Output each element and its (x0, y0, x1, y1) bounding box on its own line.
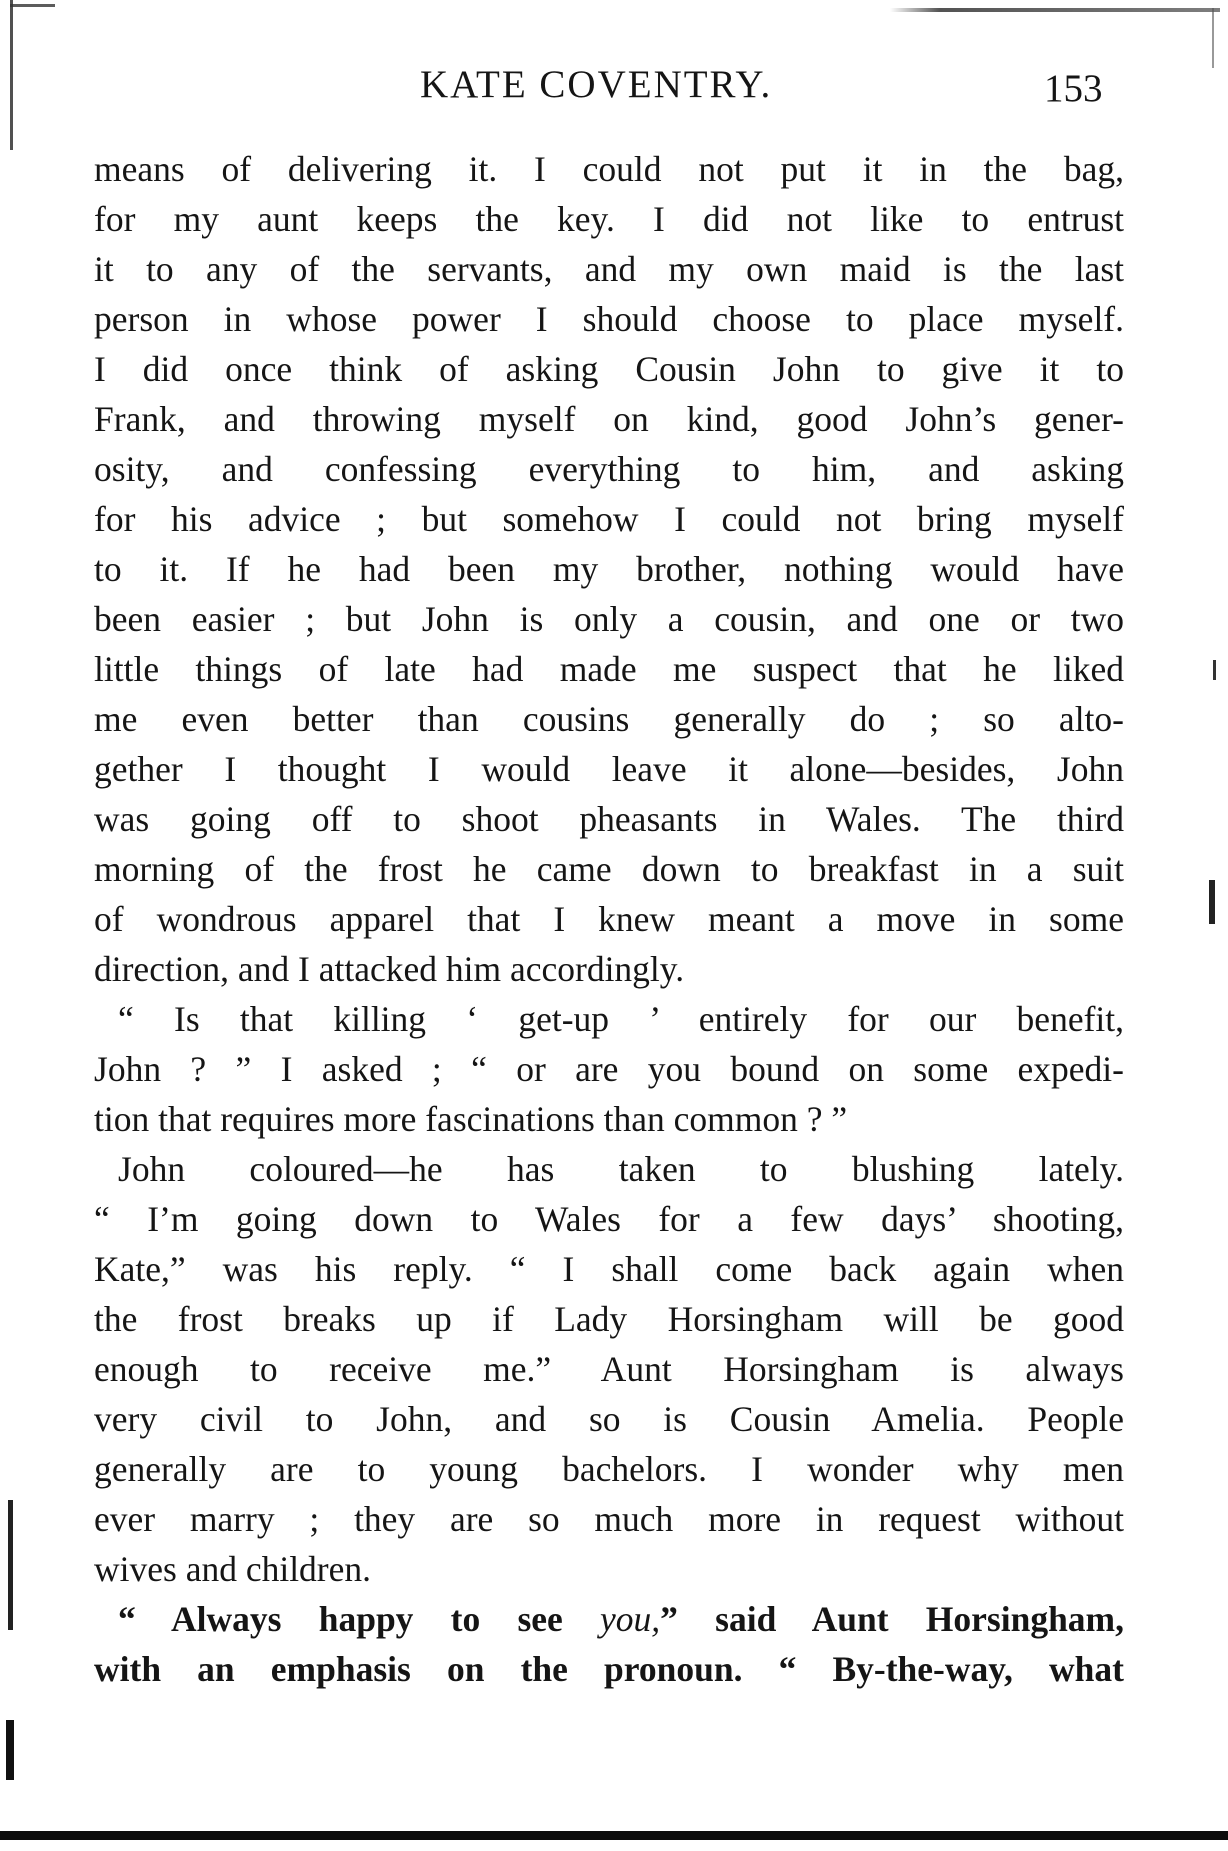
scan-bottom-bar (0, 1831, 1228, 1840)
text-line: “ Is that killing ‘ get-up ’ entirely for our benefit, (118, 999, 1124, 1039)
text-line: the frost breaks up if Lady Horsingham will be good (94, 1299, 1124, 1339)
running-title: KATE COVENTRY. (420, 63, 773, 106)
scan-mark-right (1213, 660, 1216, 680)
text-line: for his advice ; but somehow I could not bring myself (94, 499, 1124, 539)
text-line: gether I thought I would leave it alone—besides, John (94, 749, 1124, 789)
text-line: Frank, and throwing myself on kind, good John’s gener- (94, 399, 1124, 439)
scan-edge-left (10, 0, 13, 150)
scan-edge-top (10, 4, 55, 7)
text-line: was going off to shoot pheasants in Wales. The third (94, 799, 1124, 839)
text-line: me even better than cousins generally do ; so alto- (94, 699, 1124, 739)
text-line: little things of late had made me suspect that he liked (94, 649, 1124, 689)
text-line: tion that requires more fascinations than common ? ” (94, 1099, 848, 1139)
text-line: I did once think of asking Cousin John to give it to (94, 349, 1124, 389)
page-number: 153 (1044, 67, 1103, 110)
text-line: for my aunt keeps the key. I did not like to entrust (94, 199, 1124, 239)
text-line: been easier ; but John is only a cousin, and one or two (94, 599, 1124, 639)
text-segment: ” said Aunt Horsingham, (660, 1599, 1125, 1639)
emphasized-word: you, (600, 1599, 661, 1639)
text-line: generally are to young bachelors. I wonder why men (94, 1449, 1124, 1489)
text-segment: “ Always happy to see (118, 1599, 601, 1639)
body-text (94, 144, 1124, 1694)
text-line: it to any of the servants, and my own maid is the last (94, 249, 1124, 289)
scan-edge-right (1212, 8, 1214, 68)
text-line: with an emphasis on the pronoun. “ By-the-way, what (94, 1649, 1124, 1689)
text-line: very civil to John, and so is Cousin Amelia. People (94, 1399, 1124, 1439)
text-line: to it. If he had been my brother, nothing would have (94, 549, 1124, 589)
text-line: John coloured—he has taken to blushing lately. (118, 1149, 1124, 1189)
text-line: “ I’m going down to Wales for a few days’ shooting, (94, 1199, 1124, 1239)
text-line: osity, and confessing everything to him, and asking (94, 449, 1124, 489)
text-line: enough to receive me.” Aunt Horsingham is always (94, 1349, 1124, 1389)
scan-mark-right-lower (1209, 880, 1215, 924)
text-line: ever marry ; they are so much more in request without (94, 1499, 1124, 1539)
text-line: direction, and I attacked him accordingly. (94, 949, 685, 989)
text-line: of wondrous apparel that I knew meant a move in some (94, 899, 1124, 939)
text-line: Kate,” was his reply. “ I shall come back again when (94, 1249, 1124, 1289)
scan-edge-top-right (890, 8, 1220, 12)
text-line: morning of the frost he came down to breakfast in a suit (94, 849, 1124, 889)
scan-mark-left (8, 1500, 13, 1630)
text-line (94, 1594, 1124, 1644)
text-line: John ? ” I asked ; “ or are you bound on some expedi- (94, 1049, 1124, 1089)
text-line: means of delivering it. I could not put it in the bag, (94, 149, 1124, 189)
text-line: wives and children. (94, 1549, 372, 1589)
text-line: person in whose power I should choose to place myself. (94, 299, 1124, 339)
scan-mark-left-bottom (6, 1720, 14, 1780)
